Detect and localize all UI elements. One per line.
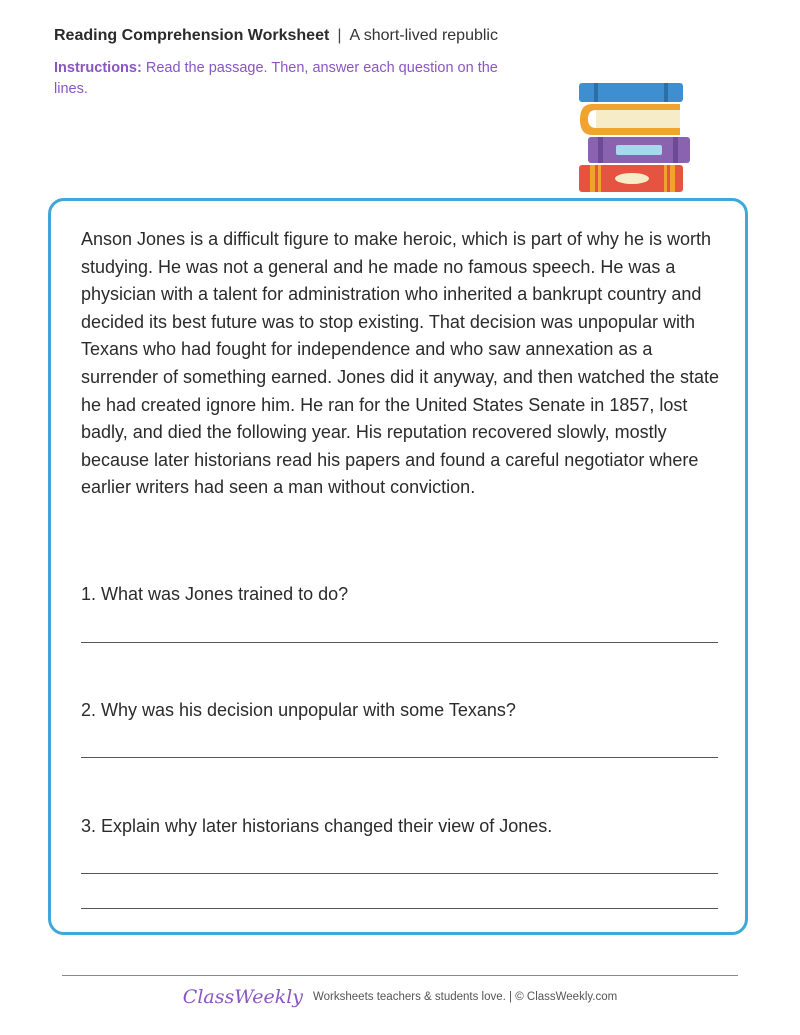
reading-passage: Anson Jones is a difficult figure to make heroic, which is part of why he is worth studying. He was not a general and he made no famous speech. He was a physician with a talent for administration who inherited a bankrupt country and decided its best future was to stop existing. That decision was unpopular with Texans who had fought for independence and who saw annexation as a surrender of something earned. Jones did it anyway, and then watched the state he had created ignore him. He ran for the United States Senate in 1857, lost badly, and died the following year. His reputation recovered slowly, mostly because later historians read his papers and found a careful negotiator where earlier writers had seen a man without conviction.: [81, 229, 720, 498]
instructions-label: Instructions:: [54, 60, 142, 76]
footer-tagline: Worksheets teachers & students love. | © ClassWeekly.com: [313, 991, 618, 1003]
question-1: 1. What was Jones trained to do?: [81, 584, 349, 604]
header-separator: |: [337, 27, 342, 44]
instructions-text: Read the passage. Then, answer each question on the lines.: [54, 60, 498, 97]
answer-line-2[interactable]: [81, 757, 718, 758]
stack-of-books-illustration: [576, 80, 694, 194]
worksheet-subtitle: A short-lived republic: [349, 27, 498, 44]
question-2: 2. Why was his decision unpopular with some Texans?: [81, 700, 516, 720]
worksheet-header: [54, 27, 498, 45]
stack-of-books-icon: [576, 80, 694, 194]
footer: [0, 986, 800, 1008]
answer-line-1[interactable]: [81, 642, 718, 643]
brand-logo: ClassWeekly: [182, 986, 304, 1008]
instructions: [54, 58, 514, 100]
footer-divider: [62, 975, 738, 976]
question-3: 3. Explain why later historians changed their view of Jones.: [81, 816, 553, 836]
answer-line-3a[interactable]: [81, 873, 718, 874]
answer-line-3b[interactable]: [81, 908, 718, 909]
worksheet-title: Reading Comprehension Worksheet: [54, 27, 330, 44]
